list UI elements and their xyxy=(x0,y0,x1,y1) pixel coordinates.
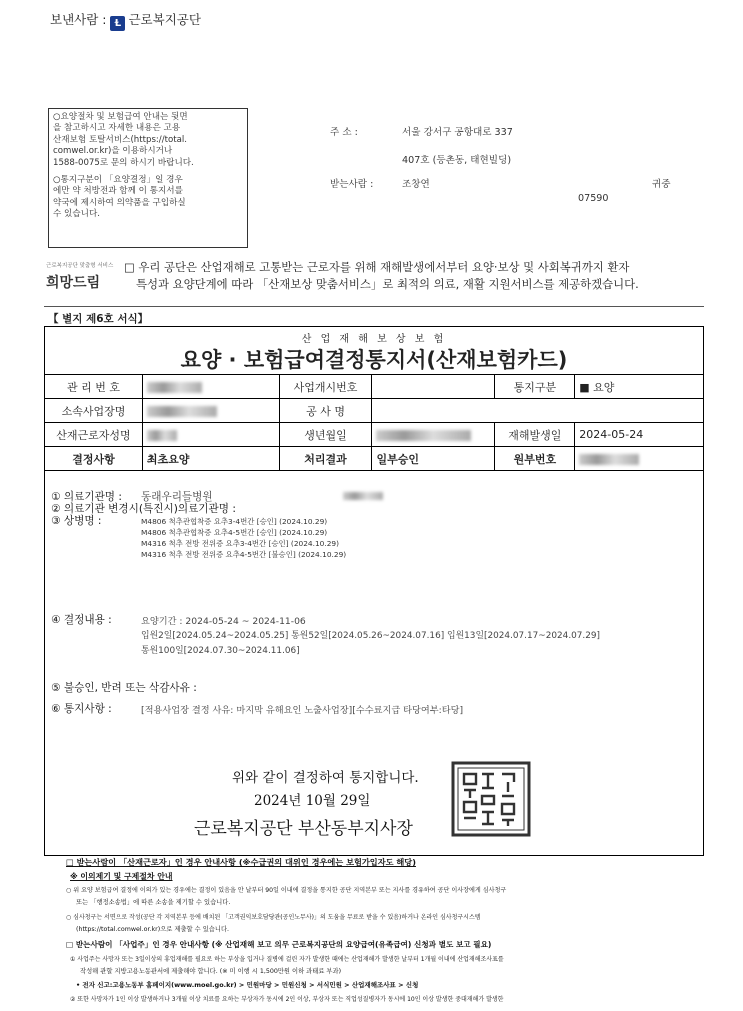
orig-no-value xyxy=(575,447,704,471)
appeal-text-2b: (https://total.comwel.or.kr)으로 제출할 수 있습니다. xyxy=(76,926,230,933)
sender-label: 보낸사람 : xyxy=(50,12,107,27)
notice-line: 을 참고하시고 자세한 내용은 고용 xyxy=(53,123,181,134)
form-title: 요양 · 보험급여결정통지서(산재보험카드) xyxy=(180,348,568,372)
closing-line: 위와 같이 결정하여 통지합니다. xyxy=(232,770,419,786)
decision-value: 최초요양 xyxy=(142,447,279,471)
care-period: 요양기간 : 2024-05-24 ~ 2024-11-06 xyxy=(141,616,306,627)
address-label: 주 소 : xyxy=(330,127,358,138)
divider xyxy=(44,306,704,307)
disease-item: M4316 척추 전방 전위증 요추3-4번간 [승인] (2024.10.29) xyxy=(141,539,340,548)
worker-guide-heading: □ 받는사람이 「산재근로자」인 경우 안내사항 (※수급권의 대위인 경우에는 보험가입자도 해당) xyxy=(66,857,416,867)
hospital-change-label: ② 의료기관 변경시(특진시)의료기관명 : xyxy=(51,503,236,515)
appeal-text-2: ○ 심사청구는 서면으로 작성(공단 각 지역본부 등에 배치된 「고객권익보호담당관(공인노무사)」의 도움을 무료로 받을 수 있음)하거나 온라인 심사청구시스템 xyxy=(66,914,481,921)
disease-item: M4316 척추 전방 전위증 요추4-5번간 [불승인] (2024.10.29) xyxy=(141,550,347,559)
decision-label: 결정사항 xyxy=(45,447,143,471)
hope-logo-subtitle: 근로복지공단 맞춤형 서비스 xyxy=(46,263,114,269)
company-value xyxy=(142,399,279,423)
info-table xyxy=(44,374,704,471)
notice-line: 수 있습니다. xyxy=(53,209,100,220)
accident-date-value: 2024-05-24 xyxy=(575,423,704,447)
recipient-label: 받는사람 : xyxy=(330,179,374,190)
redacted xyxy=(343,492,383,500)
mgmt-no-value xyxy=(142,375,279,399)
form-subtitle: 산 업 재 해 보 상 보 험 xyxy=(301,334,447,345)
open-no-label: 사업개시번호 xyxy=(279,375,372,399)
sender-org: 근로복지공단 xyxy=(128,12,201,27)
promo-text xyxy=(124,259,639,293)
accident-date-label: 재해발생일 xyxy=(495,423,575,447)
promo-line-2: 특성과 요양단계에 따라 「산재보상 맞춤서비스」로 최적의 의료, 재활 지원서비스를 제공하겠습니다. xyxy=(136,277,639,291)
appeal-text-1b: 또는 「행정소송법」에 따른 소송을 제기할 수 있습니다. xyxy=(76,899,231,906)
disease-item: M4806 척추관협착증 요추4-5번간 [승인] (2024.10.29) xyxy=(141,528,328,537)
employer-guide-heading: □ 받는사람이 「사업주」인 경우 안내사항 (※ 산업재해 보고 의무 근로복지공단의 요양급여(유족급여) 신청과 별도 보고 필요) xyxy=(66,940,492,949)
official-seal xyxy=(450,760,532,838)
notice-line: comwel.or.kr)을 이용하시거나 xyxy=(53,146,173,157)
company-label: 소속사업장명 xyxy=(45,399,143,423)
appeal-text-1: ○ 위 요양 보험급여 결정에 이의가 있는 경우에는 결정이 있음을 안 날부터 90일 이내에 결정을 통지한 공단 지역본부 또는 지사를 경유하여 공단 이사장에게 심사청구 xyxy=(66,887,507,894)
redacted xyxy=(376,430,471,441)
notice-paragraph-2 xyxy=(53,175,243,221)
recipient-name: 조창연 xyxy=(402,179,430,190)
notice-line: ○요양절차 및 보험급여 안내는 뒷면 xyxy=(53,112,188,122)
table-row xyxy=(45,423,704,447)
open-no-value xyxy=(372,375,495,399)
disease-label: ③ 상병명 : xyxy=(51,515,102,527)
form-label: 【 별지 제6호 서식】 xyxy=(48,313,149,325)
redacted xyxy=(147,382,202,393)
orig-no-label: 원부번호 xyxy=(495,447,575,471)
notice-items-value: [적용사업장 결정 사유: 마지막 유해요인 노출사업장][수수료지급 타당여부:타당] xyxy=(141,705,464,716)
care-detail-1: 입원2일[2024.05.24~2024.05.25] 통원52일[2024.05.26~2024.07.16] 입원13일[2024.07.17~2024.07.29] xyxy=(141,631,601,641)
notice-line: 에만 약 처방전과 함께 이 통지서를 xyxy=(53,186,183,197)
notice-line: 약국에 제시하여 의약품을 구입하실 xyxy=(53,197,186,208)
notice-paragraph-1 xyxy=(53,112,243,169)
worker-label: 산재근로자성명 xyxy=(45,423,143,447)
hospital-value: 동래우리들병원 xyxy=(141,491,213,503)
closing-date: 2024년 10월 29일 xyxy=(254,793,371,809)
address-line-1: 서울 강서구 공항대로 337 xyxy=(402,127,513,138)
address-line-2: 407호 (등촌동, 태현빌딩) xyxy=(402,155,512,166)
redacted xyxy=(147,430,177,441)
employer-text-1: ① 사업주는 사망자 또는 3일이상의 휴업재해를 필요로 하는 부상을 입거나 질병에 걸린 자가 발생한 때에는 산업재해가 발생한 날부터 1개월 이내에 산업재해조사표를 xyxy=(70,956,504,963)
construction-value xyxy=(372,399,704,423)
notice-line: 1588-0075로 문의 하시기 바랍니다. xyxy=(53,157,194,168)
employer-text-3: ② 또한 사망자가 1인 이상 발생하거나 3개월 이상 치료를 요하는 부상자가 동시에 2인 이상, 부상자 또는 직업성질병자가 동시에 10인 이상 발생한 중대재해가 발생한 xyxy=(70,996,504,1003)
notice-type-label: 통지구분 xyxy=(495,375,575,399)
recipient-honorific: 귀중 xyxy=(652,179,671,190)
signer: 근로복지공단 부산동부지사장 xyxy=(194,819,413,839)
appeal-guide-heading: ※ 이의제기 및 구제절차 안내 xyxy=(70,872,173,881)
hope-logo-text: 희망드림 xyxy=(46,275,101,291)
table-row xyxy=(45,375,704,399)
comwel-logo-icon: Ɫ xyxy=(110,16,125,31)
worker-value xyxy=(142,423,279,447)
result-value: 일부승인 xyxy=(372,447,495,471)
construction-label: 공 사 명 xyxy=(279,399,372,423)
sender-line xyxy=(50,10,201,31)
notice-type-value: ■ 요양 xyxy=(575,375,704,399)
hope-dream-logo xyxy=(44,261,120,295)
disease-item: M4806 척추관협착증 요추3-4번간 [승인] (2024.10.29) xyxy=(141,517,328,526)
notice-box xyxy=(48,108,248,248)
redacted xyxy=(579,454,639,465)
table-row xyxy=(45,447,704,471)
notice-line: ○통지구분이 「요양결정」일 경우 xyxy=(53,175,183,186)
postcode: 07590 xyxy=(578,193,609,204)
result-label: 처리결과 xyxy=(279,447,372,471)
employer-text-1b: 작성해 관할 지방고용노동관서에 제출해야 합니다. (※ 미 이행 시 1,500만원 이하 과태료 부과) xyxy=(80,968,342,975)
birth-value xyxy=(372,423,495,447)
reject-reason-label: ⑤ 불승인, 반려 또는 삭감사유 : xyxy=(51,682,197,694)
hospital-label: ① 의료기관명 : xyxy=(51,491,122,503)
promo-line-1: □ 우리 공단은 산업재해로 고통받는 근로자를 위해 재해발생에서부터 요양·보상 및 사회복귀까지 환자 xyxy=(124,260,630,274)
official-seal-icon xyxy=(450,760,532,838)
redacted xyxy=(147,406,217,417)
decision-content-label: ④ 결정내용 : xyxy=(51,614,112,626)
employer-text-2: • 전자 신고:고용노동부 홈페이지(www.moel.go.kr) > 민원마당 > 민원신청 > 서식민원 > 산업재해조사표 > 신청 xyxy=(76,981,419,989)
mgmt-no-label: 관 리 번 호 xyxy=(45,375,143,399)
birth-label: 생년월일 xyxy=(279,423,372,447)
notice-line: 산재보험 토탈서비스(https://total. xyxy=(53,134,187,145)
notice-items-label: ⑥ 통지사항 : xyxy=(51,703,112,715)
care-detail-2: 통원100일[2024.07.30~2024.11.06] xyxy=(141,646,300,656)
table-row xyxy=(45,399,704,423)
